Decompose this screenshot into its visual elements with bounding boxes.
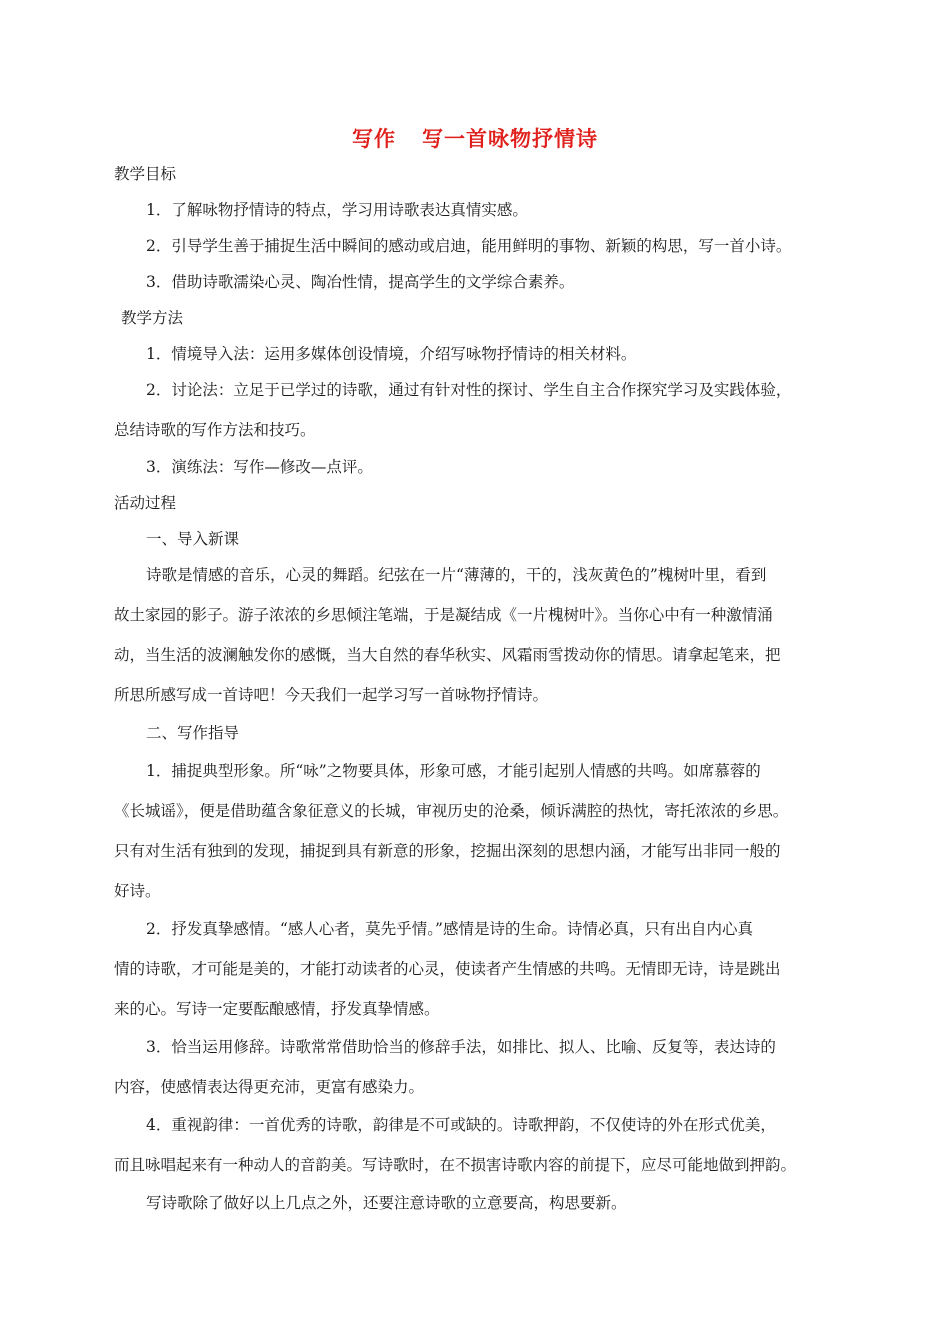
document-title [0,123,950,153]
goal-1: 1．了解咏物抒情诗的特点，学习用诗歌表达真情实感。 [146,201,528,219]
method-2-cont: 总结诗歌的写作方法和技巧。 [114,421,316,439]
method-3: 3．演练法：写作—修改—点评。 [146,458,373,476]
method-1: 1．情境导入法：运用多媒体创设情境，介绍写咏物抒情诗的相关材料。 [146,345,637,363]
closing-line: 写诗歌除了做好以上几点之外，还要注意诗歌的立意要高，构思要新。 [146,1194,627,1212]
intro-para-line: 故土家园的影子。游子浓浓的乡思倾注笔端，于是凝结成《一片槐树叶》。当你心中有一种激情涌 [114,606,773,624]
intro-para-line: 动，当生活的波澜触发你的感慨，当大自然的春华秋实、风霜雨雪拨动你的情思。请拿起笔来，把 [114,646,781,664]
guide-2-line: 情的诗歌，才可能是美的，才能打动读者的心灵，使读者产生情感的共鸣。无情即无诗，诗是跳出 [114,960,781,978]
heading-teaching-methods: 教学方法 [121,309,184,327]
guide-3-line: 3．恰当运用修辞。诗歌常常借助恰当的修辞手法，如排比、拟人、比喻、反复等，表达诗的 [146,1038,776,1056]
section-1-heading: 一、导入新课 [146,530,240,548]
intro-para-line: 所思所感写成一首诗吧！今天我们一起学习写一首咏物抒情诗。 [114,686,549,704]
guide-1-line: 《长城谣》，便是借助蕴含象征意义的长城，审视历史的沧桑，倾诉满腔的热忱，寄托浓浓的乡思。 [114,802,789,820]
title-part-2: 写一首咏物抒情诗 [422,127,598,151]
guide-4-line: 而且咏唱起来有一种动人的音韵美。写诗歌时，在不损害诗歌内容的前提下，应尽可能地做到押韵。 [114,1156,797,1174]
method-2: 2．讨论法：立足于已学过的诗歌，通过有针对性的探讨、学生自主合作探究学习及实践体验， [146,381,792,399]
guide-1-line: 好诗。 [114,882,161,900]
section-2-heading: 二、写作指导 [146,724,240,742]
title-part-1: 写作 [352,127,396,151]
goal-3: 3．借助诗歌濡染心灵、陶冶性情，提高学生的文学综合素养。 [146,273,575,291]
goal-2: 2．引导学生善于捕捉生活中瞬间的感动或启迪，能用鲜明的事物、新颖的构思，写一首小诗。 [146,237,792,255]
guide-4-line: 4．重视韵律：一首优秀的诗歌，韵律是不可或缺的。诗歌押韵，不仅使诗的外在形式优美， [146,1116,776,1134]
guide-2-line: 2．抒发真挚感情。“感人心者，莫先乎情。”感情是诗的生命。诗情必真，只有出自内心真 [146,920,753,938]
guide-2-line: 来的心。写诗一定要酝酿感情，抒发真挚情感。 [114,1000,440,1018]
guide-3-line: 内容，使感情表达得更充沛，更富有感染力。 [114,1078,425,1096]
heading-activity-process: 活动过程 [114,494,177,512]
intro-para-line: 诗歌是情感的音乐，心灵的舞蹈。纪弦在一片“薄薄的，干的，浅灰黄色的”槐树叶里，看到 [146,566,767,584]
heading-teaching-goals: 教学目标 [114,165,177,183]
guide-1-line: 1．捕捉典型形象。所“咏”之物要具体，形象可感，才能引起别人情感的共鸣。如席慕蓉的 [146,762,761,780]
guide-1-line: 只有对生活有独到的发现，捕捉到具有新意的形象，挖掘出深刻的思想内涵，才能写出非同一般的 [114,842,781,860]
